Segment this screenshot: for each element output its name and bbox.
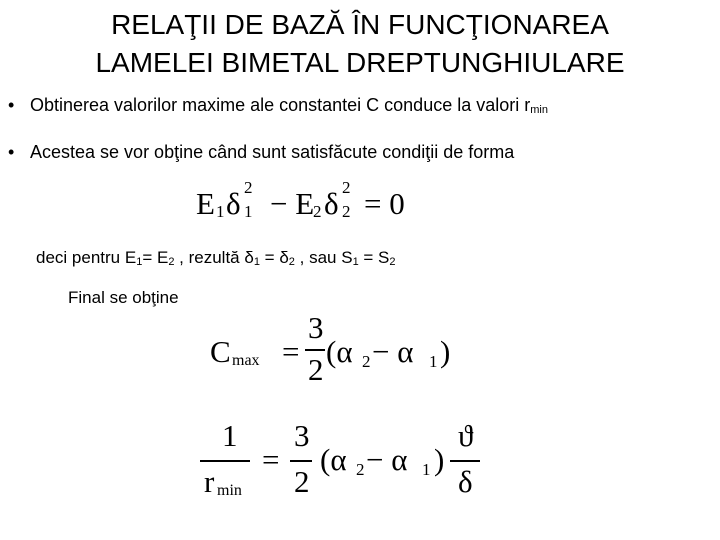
condition-line [36,248,396,268]
eq2-open-alpha: (α [326,334,353,369]
eq2-den-2: 2 [308,352,324,387]
eq3-r: r [204,464,215,499]
cond-sub-2: 2 [168,256,175,268]
eq1-sub-1: 1 [216,202,225,221]
cond-sub-6: 2 [389,256,396,268]
eq3-theta: ϑ [458,418,474,453]
eq1-sup-2b: 2 [342,178,351,197]
cond-text-5: , sau S [294,248,353,267]
slide-title [0,6,720,82]
title-line-2: LAMELEI BIMETAL DREPTUNGHIULARE [95,47,625,78]
eq1-equals-zero: = 0 [364,186,405,221]
bullet-1-sub-min: min [530,104,548,116]
eq1-sub-1b: 1 [244,202,253,221]
equation-2 [210,312,470,392]
eq2-equals: = [282,334,300,369]
cond-sub-5: 1 [352,256,359,268]
eq2-C: C [210,334,231,369]
equation-3 [200,418,500,508]
bullet-marker: • [8,142,15,162]
bullet-2 [8,142,514,163]
eq2-sub-2: 2 [362,352,371,371]
bullet-1 [8,95,548,116]
eq1-sup-2: 2 [244,178,253,197]
eq3-fraction-bar-left [200,460,250,462]
cond-text-4: = δ [259,248,289,267]
eq2-fraction-bar [305,349,325,351]
bullet-1-text: Obtinerea valorilor maxime ale constantei C conduce la valori r [30,95,531,115]
cond-sub-4: 2 [288,256,295,268]
cond-text-1: deci pentru E [36,248,137,267]
eq3-num-1: 1 [222,418,238,453]
final-line: Final se obţine [68,288,179,307]
eq2-close: ) [440,334,451,369]
eq3-delta: δ [458,464,473,499]
eq2-minus-alpha: − α [372,334,414,369]
eq1-delta-1: δ [226,186,241,221]
eq3-equals: = [262,442,280,477]
eq3-sub-2: 2 [356,460,365,479]
eq3-minus-alpha: − α [366,442,408,477]
eq1-sub-2: 2 [313,202,322,221]
cond-sub-3: 1 [253,256,260,268]
equation-1 [196,180,436,230]
bullet-marker: • [8,95,15,115]
cond-text-2: = E [142,248,169,267]
eq3-open-alpha: (α [320,442,347,477]
eq3-fraction-bar-right [450,460,480,462]
cond-text-6: = S [358,248,390,267]
eq2-sub-max: max [232,352,260,369]
eq3-den-2: 2 [294,464,310,499]
eq3-close: ) [434,442,445,477]
eq3-sub-min: min [217,482,242,499]
eq3-sub-1: 1 [422,460,431,479]
eq1-delta-2: δ [324,186,339,221]
eq1-minus-E2: − E [270,186,315,221]
eq2-sub-1: 1 [429,352,438,371]
cond-text-3: , rezultă δ [174,248,254,267]
eq1-E1: E [196,186,215,221]
eq3-num-3: 3 [294,418,310,453]
eq1-sub-2b: 2 [342,202,351,221]
cond-sub-1: 1 [136,256,143,268]
bullet-2-text: Acestea se vor obţine când sunt satisfăcute condiţii de forma [30,142,515,162]
eq3-fraction-bar-mid [290,460,312,462]
title-line-1: RELAŢII DE BAZĂ ÎN FUNCŢIONAREA [111,9,609,40]
eq2-num-3: 3 [308,310,324,345]
